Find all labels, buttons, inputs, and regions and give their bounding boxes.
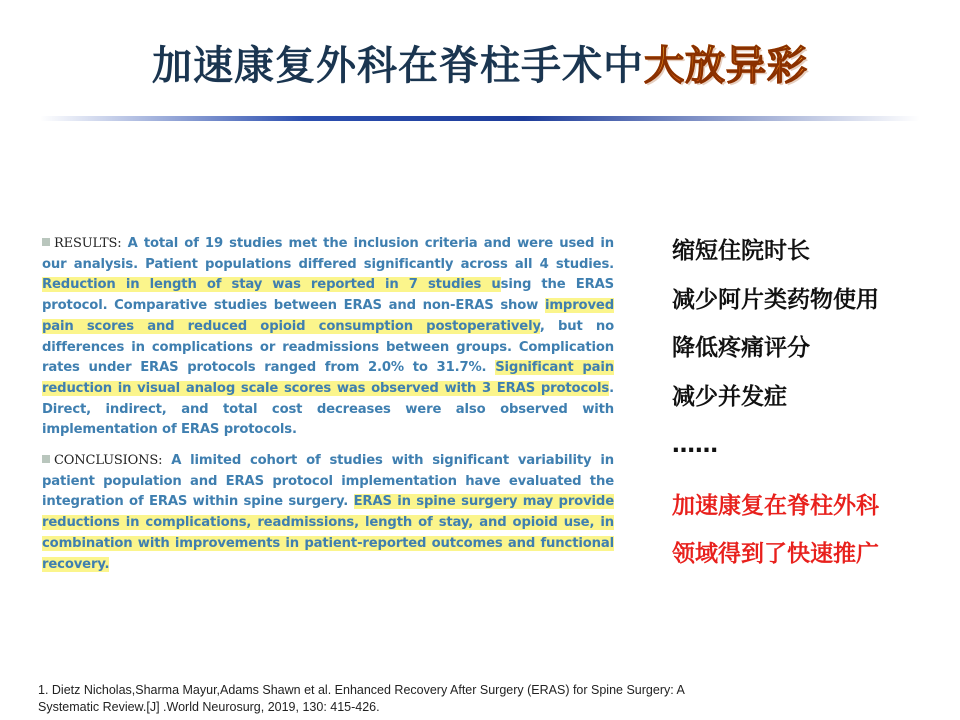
highlighted-text: Significant pain reduction in visual analog scale scores was observed with 3 ERAS protocols (42, 360, 614, 396)
results-label: RESULTS: (54, 236, 122, 251)
reference-citation (38, 682, 838, 716)
highlighted-text: improved pain scores and reduced opioid consumption postoperatively (42, 298, 614, 334)
abstract-text: , but no differences in complications or readmissions between groups. Complication rates under ERAS protocols ranged from 2.0% to 31.7%. (42, 318, 614, 376)
conclusions-text (42, 453, 614, 572)
benefit-item-ellipsis: …… (672, 432, 718, 458)
square-bullet-icon (42, 238, 50, 246)
conclusions-paragraph (42, 451, 614, 575)
reference-line-1: 1. Dietz Nicholas,Sharma Mayur,Adams Shawn et al. Enhanced Recovery After Surgery (ERAS) for Spine Surgery: A (38, 683, 685, 697)
results-paragraph (42, 234, 614, 441)
abstract-text: A limited cohort of studies with significant variability in patient population and ERAS protocol implementation have evaluated the integration of ERAS within spine surgery. (42, 453, 614, 510)
benefit-item: 减少阿片类药物使用 (672, 286, 879, 313)
results-text (42, 236, 614, 437)
highlighted-text: Reduction in length of stay was reported in 7 studies u (42, 277, 501, 293)
slide-title-accent: 大放异彩 (644, 43, 808, 89)
slide-title-main: 加速康复外科在脊柱手术中 (152, 43, 644, 89)
highlighted-text: ERAS in spine surgery may provide reductions in complications, readmissions, length of stay, and opioid use, in combination with improvements in patient-reported outcomes and functional recovery. (42, 494, 614, 572)
benefit-item: 缩短住院时长 (672, 238, 810, 264)
abstract-text: A total of 19 studies met the inclusion criteria and were used in our analysis. Patient populations differed significantly across all 4 studies. (42, 236, 614, 272)
square-bullet-icon (42, 455, 50, 463)
reference-line-2: Systematic Review.[J] .World Neurosurg, 2019, 130: 415-426. (38, 700, 380, 714)
benefit-item: 降低疼痛评分 (672, 335, 810, 361)
abstract-excerpt (42, 234, 614, 585)
conclusion-text (672, 482, 952, 578)
abstract-text: sing the ERAS protocol. Comparative studies between ERAS and non-ERAS show (42, 277, 615, 314)
benefit-list (672, 232, 952, 475)
conclusions-label: CONCLUSIONS: (54, 453, 163, 469)
conclusion-line-1: 加速康复在脊柱外科 (672, 493, 879, 519)
benefit-item: 减少并发症 (672, 383, 787, 410)
slide-title (0, 34, 960, 91)
title-divider (40, 116, 920, 121)
abstract-text: . Direct, indirect, and total cost decreases were also observed with implementation of ERAS protocols. (42, 380, 614, 438)
conclusion-line-2: 领域得到了快速推广 (672, 541, 879, 567)
